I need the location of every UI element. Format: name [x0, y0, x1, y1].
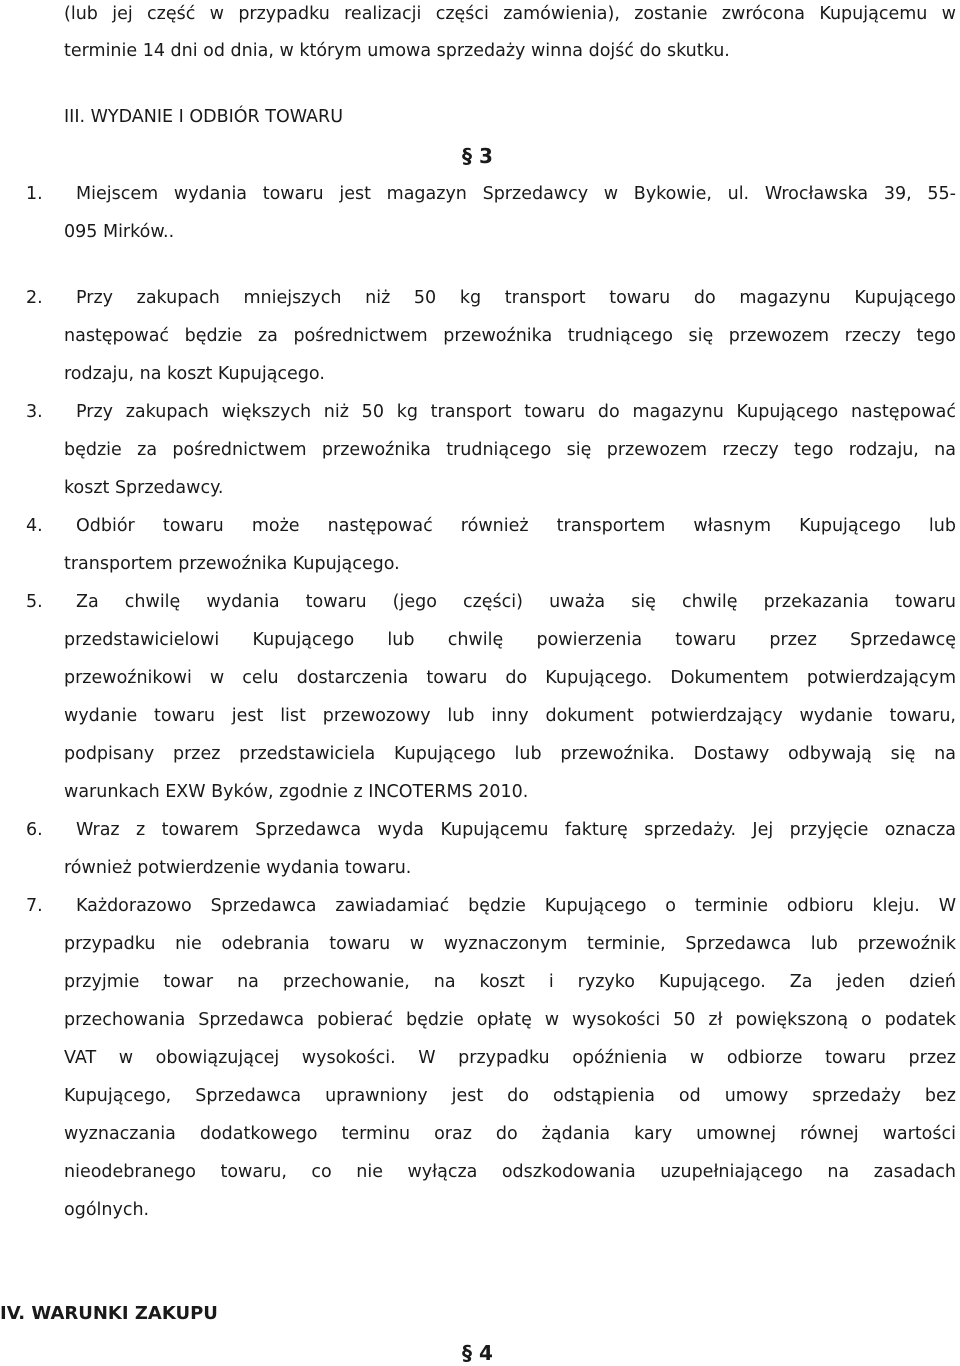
item-line: Miejscem wydania towaru jest magazyn Sprzedawcy w Bykowie, ul. Wrocławska 39, 55- — [76, 184, 956, 204]
item-line: przypadku nie odebrania towaru w wyznaczonym terminie, Sprzedawca lub przewoźnik — [64, 934, 956, 954]
item-line: następować będzie za pośrednictwem przewoźnika trudniącego się przewozem rzeczy tego — [64, 326, 956, 346]
item-line: Odbiór towaru może następować również transportem własnym Kupującego lub — [76, 516, 956, 536]
item-line: warunkach EXW Byków, zgodnie z INCOTERMS 2010. — [64, 782, 529, 802]
item-line: podpisany przez przedstawiciela Kupującego lub przewoźnika. Dostawy odbywają się na — [64, 744, 956, 764]
section-heading: IV. WARUNKI ZAKUPU — [0, 1303, 218, 1324]
item-line: 095 Mirków.. — [64, 222, 175, 242]
item-line: również potwierdzenie wydania towaru. — [64, 858, 412, 878]
item-line: rodzaju, na koszt Kupującego. — [64, 364, 325, 384]
item-line: nieodebranego towaru, co nie wyłącza odszkodowania uzupełniającego na zasadach — [64, 1162, 956, 1182]
paragraph-mark: § 3 — [462, 144, 493, 168]
item-line: przechowania Sprzedawca pobierać będzie opłatę w wysokości 50 zł powiększoną o podatek — [64, 1010, 956, 1030]
item-number: 1. — [26, 184, 43, 204]
item-number: 5. — [26, 592, 43, 612]
item-line: przedstawicielowi Kupującego lub chwilę powierzenia towaru przez Sprzedawcę — [64, 630, 956, 650]
item-line: wyznaczania dodatkowego terminu oraz do żądania kary umownej równej wartości — [64, 1124, 956, 1144]
intro-line: (lub jej część w przypadku realizacji części zamówienia), zostanie zwrócona Kupującemu w — [64, 4, 956, 24]
item-number: 6. — [26, 820, 43, 840]
paragraph-mark: § 4 — [462, 1341, 493, 1365]
item-line: koszt Sprzedawcy. — [64, 478, 224, 498]
item-line: Wraz z towarem Sprzedawca wyda Kupującemu fakturę sprzedaży. Jej przyjęcie oznacza — [76, 820, 956, 840]
item-line: Za chwilę wydania towaru (jego części) uważa się chwilę przekazania towaru — [76, 592, 956, 612]
item-line: ogólnych. — [64, 1200, 150, 1220]
item-line: będzie za pośrednictwem przewoźnika trudniącego się przewozem rzeczy tego rodzaju, na — [64, 440, 956, 460]
item-number: 3. — [26, 402, 43, 422]
item-line: Przy zakupach mniejszych niż 50 kg transport towaru do magazynu Kupującego — [76, 288, 956, 308]
item-line: Każdorazowo Sprzedawca zawiadamiać będzie Kupującego o terminie odbioru kleju. W — [76, 896, 956, 916]
item-number: 4. — [26, 516, 43, 536]
item-number: 7. — [26, 896, 43, 916]
item-number: 2. — [26, 288, 43, 308]
item-line: przewoźnikowi w celu dostarczenia towaru do Kupującego. Dokumentem potwierdzającym — [64, 668, 956, 688]
item-line: transportem przewoźnika Kupującego. — [64, 554, 400, 574]
intro-line: terminie 14 dni od dnia, w którym umowa sprzedaży winna dojść do skutku. — [64, 41, 730, 61]
section-heading: III. WYDANIE I ODBIÓR TOWARU — [64, 107, 344, 127]
item-line: VAT w obowiązującej wysokości. W przypadku opóźnienia w odbiorze towaru przez — [64, 1048, 956, 1068]
item-line: przyjmie towar na przechowanie, na koszt i ryzyko Kupującego. Za jeden dzień — [64, 972, 956, 992]
item-line: Kupującego, Sprzedawca uprawniony jest do odstąpienia od umowy sprzedaży bez — [64, 1086, 956, 1106]
item-line: wydanie towaru jest list przewozowy lub inny dokument potwierdzający wydanie towaru, — [64, 706, 956, 726]
item-line: Przy zakupach większych niż 50 kg transport towaru do magazynu Kupującego następować — [76, 402, 956, 422]
